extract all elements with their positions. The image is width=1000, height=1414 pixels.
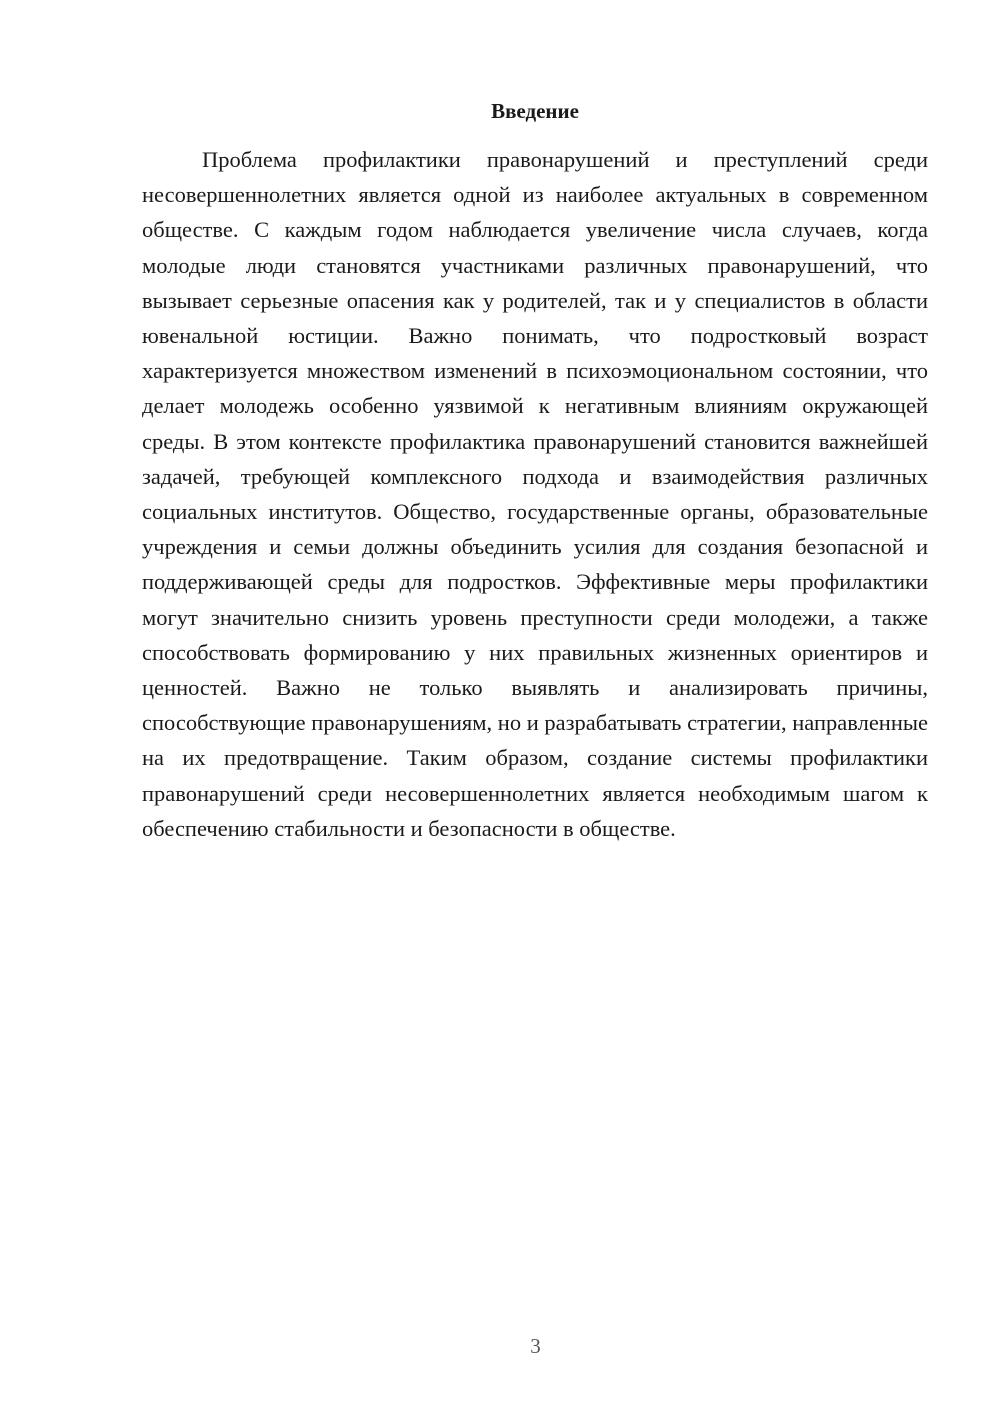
section-heading: Введение xyxy=(491,99,579,123)
page-number: 3 xyxy=(530,1334,541,1358)
body-paragraph: Проблема профилактики правонарушений и преступлений среди несовершеннолетних является одной из наиболее актуальных в современном обществе. С каждым годом наблюдается увеличение числа случаев, когда молодые люди становятся участниками различных правонарушений, что вызывает серьезные опасения как у родителей, так и у специалистов в области ювенальной юстиции. Важно понимать, что подростковый возраст характеризуется множеством изменений в психоэмоциональном состоянии, что делает молодежь особенно уязвимой к негативным влияниям окружающей среды. В этом контексте профилактика правонарушений становится важнейшей задачей, требующей комплексного подхода и взаимодействия различных социальных институтов. Общество, государственные органы, образовательные учреждения и семьи должны объединить усилия для создания безопасной и поддерживающей среды для подростков. Эффективные меры профилактики могут значительно снизить уровень преступности среди молодежи, а также способствовать формированию у них правильных жизненных ориентиров и ценностей. Важно не только выявлять и анализировать причины, способствующие правонарушениям, но и разрабатывать стратегии, направленные на их предотвращение. Таким образом, создание системы профилактики правонарушений среди несовершеннолетних является необходимым шагом к обеспечению стабильности и безопасности в обществе. xyxy=(142,147,928,841)
